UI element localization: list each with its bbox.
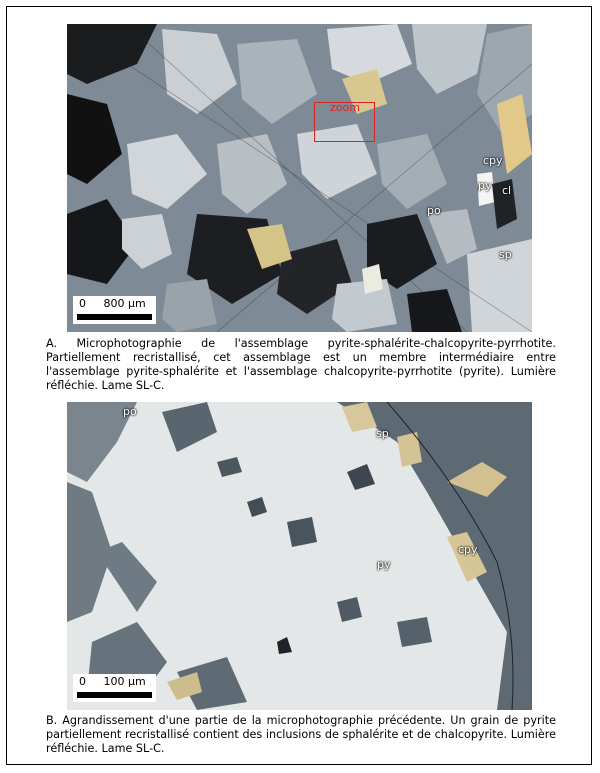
label-po-b: po <box>123 405 137 418</box>
label-py-b: py <box>377 558 391 571</box>
scale-bar-a-text: 0 800 µm <box>79 297 146 310</box>
label-cpy-a: cpy <box>483 154 503 167</box>
label-py-a: py <box>478 179 492 192</box>
micrograph-b <box>67 402 532 710</box>
label-po-a: po <box>427 204 441 217</box>
micrograph-a <box>67 24 532 332</box>
caption-a: A. Microphotographie de l'assemblage pyrite-sphalérite-chalcopyrite-pyrrhotite. Partiellement recristallisé, cet assemblage est un membre intermédiaire entre l'assemblage pyrite-sphalérite et l'assemblage chalcopyrite-pyrrhotite (pyrite). Lumière réfléchie. Lame SL-C. <box>46 337 556 392</box>
caption-b: B. Agrandissement d'une partie de la microphotographie précédente. Un grain de pyrite partiellement recristallisé contient des inclusions de sphalérite et de chalcopyrite. Lumière réfléchie. Lame SL-C. <box>46 714 556 755</box>
label-cpy-b: cpy <box>458 543 478 556</box>
zoom-label: zoom <box>330 101 360 114</box>
scale-bar-a-line <box>77 314 152 320</box>
label-sp-a: sp <box>499 248 512 261</box>
scale-bar-a <box>73 296 156 324</box>
label-sp-b: sp <box>376 427 389 440</box>
scale-bar-b <box>73 674 156 702</box>
scale-bar-b-text: 0 100 µm <box>79 675 146 688</box>
label-cl-a: cl <box>502 184 512 197</box>
scale-bar-b-line <box>77 692 152 698</box>
